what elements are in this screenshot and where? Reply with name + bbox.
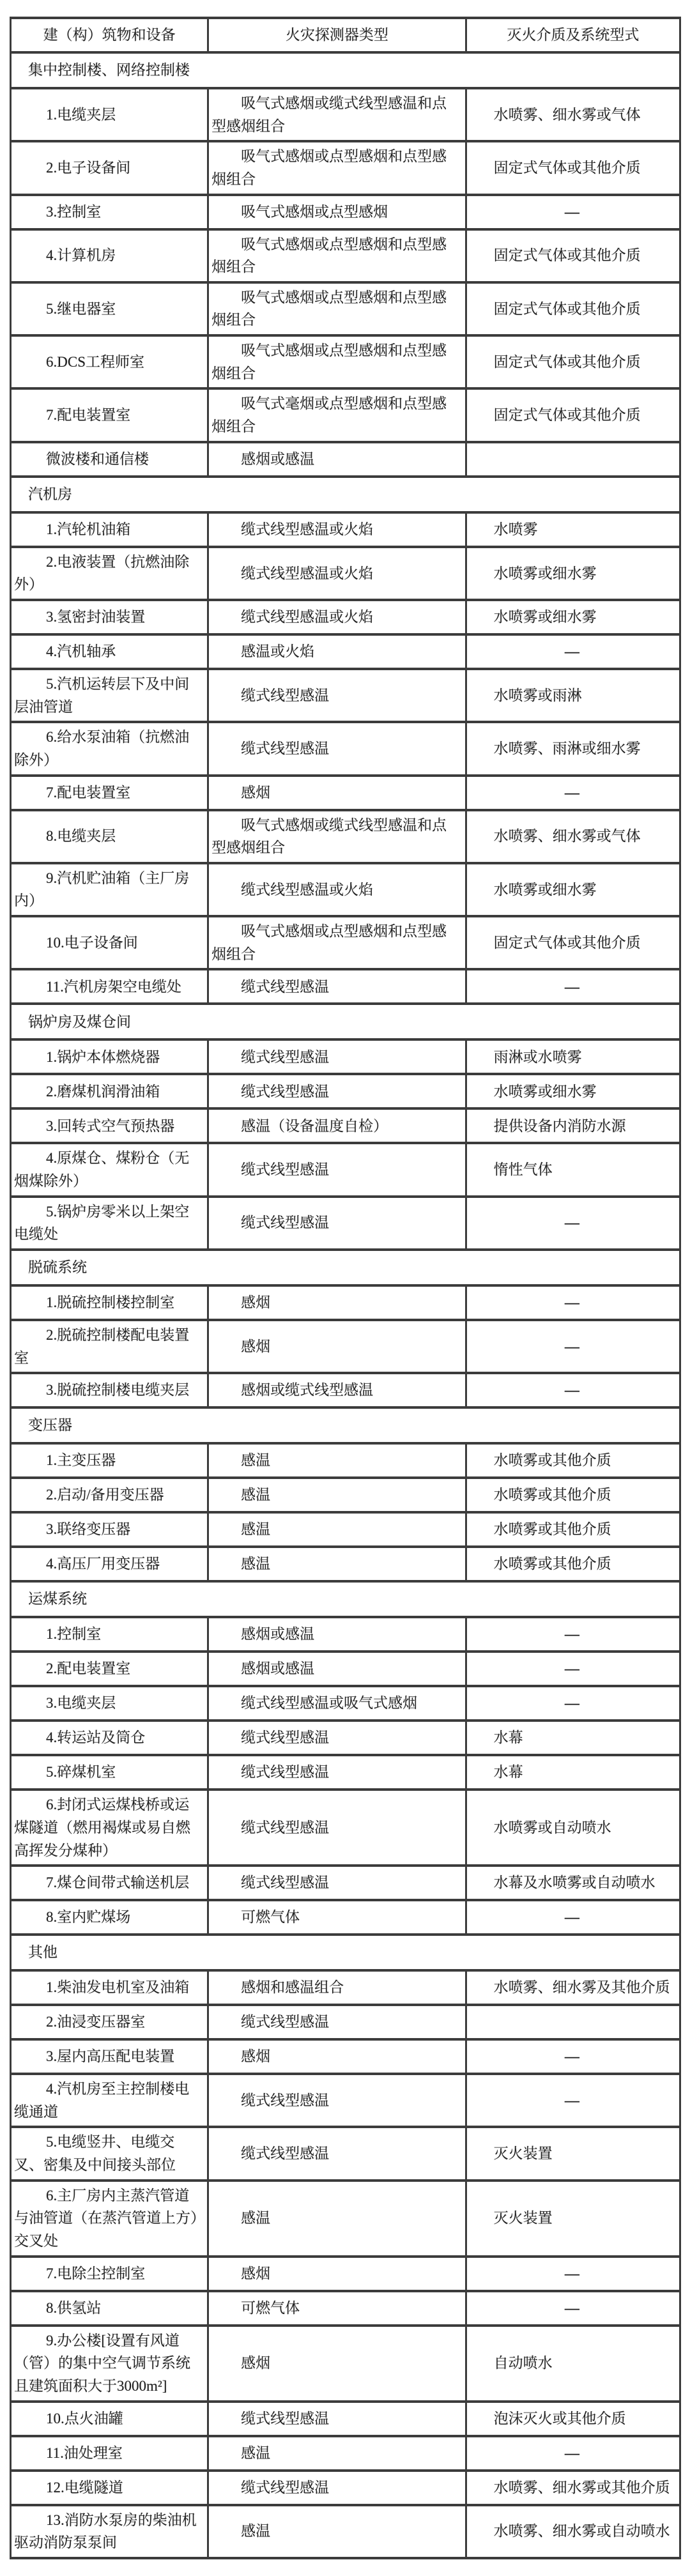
medium-cell: — — [466, 1900, 680, 1935]
detector-cell: 吸气式毫烟或点型感烟和点型感烟组合 — [208, 388, 466, 441]
detector-cell: 感烟 — [208, 2326, 466, 2402]
medium-cell: — — [466, 2039, 680, 2074]
medium-cell: 水喷雾或雨淋 — [466, 669, 680, 722]
section-row — [11, 477, 680, 512]
table-row — [11, 1617, 680, 1652]
detector-cell: 感温 — [208, 2505, 466, 2558]
table-row — [11, 195, 680, 229]
table-row — [11, 1790, 680, 1866]
detector-cell: 感烟或感温 — [208, 1617, 466, 1652]
table-row — [11, 1074, 680, 1108]
table-row — [11, 1755, 680, 1790]
medium-cell: — — [466, 776, 680, 810]
section-title: 集中控制楼、网络控制楼 — [11, 52, 680, 88]
building-cell: 12.电缆隧道 — [11, 2471, 208, 2505]
building-cell: 5.电缆竖井、电缆交叉、密集及中间接头部位 — [11, 2127, 208, 2180]
building-cell: 3.脱硫控制楼电缆夹层 — [11, 1373, 208, 1407]
table-row — [11, 88, 680, 141]
building-cell: 1.柴油发电机室及油箱 — [11, 1970, 208, 2005]
detector-cell: 吸气式感烟或点型感烟和点型感烟组合 — [208, 335, 466, 388]
column-header-building: 建（构）筑物和设备 — [11, 18, 208, 52]
table-row — [11, 2039, 680, 2074]
detector-cell: 感烟 — [208, 776, 466, 810]
table-row — [11, 2291, 680, 2326]
medium-cell: 水喷雾或其他介质 — [466, 1478, 680, 1512]
medium-cell: 水喷雾或其他介质 — [466, 1443, 680, 1478]
medium-cell — [466, 442, 680, 477]
building-cell: 6.DCS工程师室 — [11, 335, 208, 388]
table-row — [11, 388, 680, 441]
building-cell: 6.封闭式运煤栈桥或运煤隧道（燃用褐煤或易自燃高挥发分煤种） — [11, 1790, 208, 1866]
table-row — [11, 600, 680, 634]
medium-cell: 提供设备内消防水源 — [466, 1108, 680, 1143]
medium-cell: 水喷雾或细水雾 — [466, 600, 680, 634]
medium-cell: 水幕 — [466, 1721, 680, 1755]
detector-cell: 感温 — [208, 1443, 466, 1478]
table-row — [11, 2505, 680, 2558]
detector-cell: 感温或火焰 — [208, 634, 466, 669]
detector-cell: 缆式线型感温 — [208, 2074, 466, 2127]
section-title: 运煤系统 — [11, 1581, 680, 1617]
section-row — [11, 1581, 680, 1617]
section-row — [11, 1407, 680, 1443]
table-row — [11, 1547, 680, 1581]
detector-cell: 缆式线型感温 — [208, 969, 466, 1004]
table-row — [11, 282, 680, 335]
building-cell: 1.脱硫控制楼控制室 — [11, 1285, 208, 1320]
table-row — [11, 1143, 680, 1196]
building-cell: 7.煤仓间带式输送机层 — [11, 1866, 208, 1900]
building-cell: 3.氢密封油装置 — [11, 600, 208, 634]
detector-cell: 缆式线型感温 — [208, 1074, 466, 1108]
table-row — [11, 229, 680, 282]
medium-cell: 固定式气体或其他介质 — [466, 916, 680, 969]
building-cell: 11.汽机房架空电缆处 — [11, 969, 208, 1004]
medium-cell: — — [466, 195, 680, 229]
table-row — [11, 2257, 680, 2291]
detector-cell: 感烟或感温 — [208, 1652, 466, 1686]
detector-cell: 吸气式感烟或缆式线型感温和点型感烟组合 — [208, 810, 466, 863]
table-row — [11, 863, 680, 916]
building-cell: 4.计算机房 — [11, 229, 208, 282]
table-row — [11, 1900, 680, 1935]
medium-cell: 惰性气体 — [466, 1143, 680, 1196]
detector-cell: 吸气式感烟或点型感烟和点型感烟组合 — [208, 141, 466, 194]
building-cell: 4.汽机房至主控制楼电缆通道 — [11, 2074, 208, 2127]
building-cell: 5.锅炉房零米以上架空电缆处 — [11, 1197, 208, 1250]
detector-cell: 缆式线型感温或火焰 — [208, 512, 466, 547]
detector-cell: 感温 — [208, 1512, 466, 1547]
detector-cell: 可燃气体 — [208, 2291, 466, 2326]
section-title: 变压器 — [11, 1407, 680, 1443]
medium-cell: — — [466, 2291, 680, 2326]
building-cell: 2.电液装置（抗燃油除外） — [11, 547, 208, 600]
table-row — [11, 810, 680, 863]
building-cell: 8.供氢站 — [11, 2291, 208, 2326]
detector-cell: 缆式线型感温 — [208, 2402, 466, 2436]
building-cell: 3.电缆夹层 — [11, 1686, 208, 1721]
section-row — [11, 52, 680, 88]
detector-cell: 感烟 — [208, 2257, 466, 2291]
detector-cell: 缆式线型感温 — [208, 1039, 466, 1074]
detector-cell: 缆式线型感温或火焰 — [208, 547, 466, 600]
table-row — [11, 335, 680, 388]
detector-cell: 感烟或缆式线型感温 — [208, 1373, 466, 1407]
medium-cell: — — [466, 634, 680, 669]
medium-cell: 水喷雾或细水雾 — [466, 863, 680, 916]
table-row — [11, 1512, 680, 1547]
medium-cell: 雨淋或水喷雾 — [466, 1039, 680, 1074]
building-cell: 9.汽机贮油箱（主厂房内） — [11, 863, 208, 916]
detector-cell: 感烟 — [208, 1320, 466, 1373]
table-row — [11, 634, 680, 669]
detector-cell: 吸气式感烟或点型感烟和点型感烟组合 — [208, 282, 466, 335]
medium-cell: — — [466, 1652, 680, 1686]
section-row — [11, 1250, 680, 1285]
medium-cell: 固定式气体或其他介质 — [466, 388, 680, 441]
building-cell: 1.控制室 — [11, 1617, 208, 1652]
table-row — [11, 512, 680, 547]
medium-cell: — — [466, 1197, 680, 1250]
building-cell: 3.联络变压器 — [11, 1512, 208, 1547]
building-cell: 7.配电装置室 — [11, 388, 208, 441]
detector-cell: 缆式线型感温 — [208, 2005, 466, 2039]
section-row — [11, 1935, 680, 1970]
medium-cell: 水喷雾或自动喷水 — [466, 1790, 680, 1866]
building-cell: 1.主变压器 — [11, 1443, 208, 1478]
building-cell: 1.汽轮机油箱 — [11, 512, 208, 547]
detector-cell: 感烟或感温 — [208, 442, 466, 477]
medium-cell: 水幕及水喷雾或自动喷水 — [466, 1866, 680, 1900]
detector-cell: 缆式线型感温 — [208, 1755, 466, 1790]
medium-cell: 自动喷水 — [466, 2326, 680, 2402]
building-cell: 6.给水泵油箱（抗燃油除外） — [11, 722, 208, 775]
column-header-medium: 灭火介质及系统型式 — [466, 18, 680, 52]
table-row — [11, 1443, 680, 1478]
table-row — [11, 141, 680, 194]
table-body — [11, 52, 680, 2558]
detector-cell: 缆式线型感温 — [208, 1866, 466, 1900]
building-cell: 3.回转式空气预热器 — [11, 1108, 208, 1143]
table-row — [11, 547, 680, 600]
medium-cell: — — [466, 2436, 680, 2471]
detector-cell: 缆式线型感温 — [208, 1143, 466, 1196]
building-cell: 6.主厂房内主蒸汽管道与油管道（在蒸汽管道上方）交叉处 — [11, 2181, 208, 2257]
medium-cell: 水喷雾、细水雾或自动喷水 — [466, 2505, 680, 2558]
building-cell: 2.脱硫控制楼配电装置室 — [11, 1320, 208, 1373]
building-cell: 4.原煤仓、煤粉仓（无烟煤除外） — [11, 1143, 208, 1196]
table-row — [11, 776, 680, 810]
column-header-detector: 火灾探测器类型 — [208, 18, 466, 52]
building-cell: 2.油浸变压器室 — [11, 2005, 208, 2039]
building-cell: 7.电除尘控制室 — [11, 2257, 208, 2291]
table-row — [11, 1197, 680, 1250]
medium-cell: 固定式气体或其他介质 — [466, 229, 680, 282]
detector-cell: 感温（设备温度自检） — [208, 1108, 466, 1143]
medium-cell: 固定式气体或其他介质 — [466, 141, 680, 194]
detector-cell: 感温 — [208, 2181, 466, 2257]
detector-cell: 感温 — [208, 1478, 466, 1512]
table-row — [11, 669, 680, 722]
table-row — [11, 442, 680, 477]
fire-detection-extinguishing-table — [10, 17, 681, 2559]
detector-cell: 感烟和感温组合 — [208, 1970, 466, 2005]
table-row — [11, 1652, 680, 1686]
detector-cell: 感烟 — [208, 2039, 466, 2074]
table-row — [11, 1108, 680, 1143]
table-row — [11, 2127, 680, 2180]
medium-cell: — — [466, 1617, 680, 1652]
table-row — [11, 1039, 680, 1074]
detector-cell: 吸气式感烟或点型感烟 — [208, 195, 466, 229]
detector-cell: 感烟 — [208, 1285, 466, 1320]
building-cell: 微波楼和通信楼 — [11, 442, 208, 477]
building-cell: 5.碎煤机室 — [11, 1755, 208, 1790]
medium-cell: 水喷雾、细水雾及其他介质 — [466, 1970, 680, 2005]
medium-cell: 水喷雾、雨淋或细水雾 — [466, 722, 680, 775]
detector-cell: 缆式线型感温 — [208, 722, 466, 775]
detector-cell: 吸气式感烟或缆式线型感温和点型感烟组合 — [208, 88, 466, 141]
detector-cell: 吸气式感烟或点型感烟和点型感烟组合 — [208, 916, 466, 969]
medium-cell: — — [466, 1320, 680, 1373]
table-row — [11, 1721, 680, 1755]
medium-cell: 固定式气体或其他介质 — [466, 282, 680, 335]
medium-cell: — — [466, 2074, 680, 2127]
detector-cell: 缆式线型感温 — [208, 1197, 466, 1250]
medium-cell: 水喷雾或细水雾 — [466, 547, 680, 600]
detector-cell: 缆式线型感温 — [208, 669, 466, 722]
medium-cell: 水喷雾或其他介质 — [466, 1512, 680, 1547]
medium-cell: 水幕 — [466, 1755, 680, 1790]
building-cell: 8.电缆夹层 — [11, 810, 208, 863]
medium-cell: 灭火装置 — [466, 2127, 680, 2180]
medium-cell: 固定式气体或其他介质 — [466, 335, 680, 388]
building-cell: 5.继电器室 — [11, 282, 208, 335]
medium-cell: 水喷雾、细水雾或气体 — [466, 810, 680, 863]
table-row — [11, 2471, 680, 2505]
medium-cell: 水喷雾 — [466, 512, 680, 547]
building-cell: 3.控制室 — [11, 195, 208, 229]
detector-cell: 缆式线型感温或火焰 — [208, 863, 466, 916]
table-row — [11, 2181, 680, 2257]
section-row — [11, 1004, 680, 1039]
detector-cell: 感温 — [208, 1547, 466, 1581]
building-cell: 1.锅炉本体燃烧器 — [11, 1039, 208, 1074]
table-row — [11, 969, 680, 1004]
detector-cell: 吸气式感烟或点型感烟和点型感烟组合 — [208, 229, 466, 282]
detector-cell: 感温 — [208, 2436, 466, 2471]
medium-cell: 水喷雾、细水雾或其他介质 — [466, 2471, 680, 2505]
building-cell: 2.启动/备用变压器 — [11, 1478, 208, 1512]
detector-cell: 缆式线型感温 — [208, 2127, 466, 2180]
table-row — [11, 2326, 680, 2402]
section-title: 脱硫系统 — [11, 1250, 680, 1285]
building-cell: 4.高压厂用变压器 — [11, 1547, 208, 1581]
building-cell: 2.配电装置室 — [11, 1652, 208, 1686]
building-cell: 13.消防水泵房的柴油机驱动消防泵泵间 — [11, 2505, 208, 2558]
table-row — [11, 1373, 680, 1407]
table-row — [11, 1970, 680, 2005]
building-cell: 9.办公楼[设置有风道（管）的集中空气调节系统且建筑面积大于3000m²] — [11, 2326, 208, 2402]
section-title: 汽机房 — [11, 477, 680, 512]
medium-cell — [466, 2005, 680, 2039]
table-row — [11, 1320, 680, 1373]
building-cell: 11.油处理室 — [11, 2436, 208, 2471]
table-row — [11, 1285, 680, 1320]
detector-cell: 缆式线型感温 — [208, 2471, 466, 2505]
detector-cell: 缆式线型感温 — [208, 1721, 466, 1755]
table-row — [11, 916, 680, 969]
medium-cell: 水喷雾或其他介质 — [466, 1547, 680, 1581]
building-cell: 4.转运站及筒仓 — [11, 1721, 208, 1755]
table-row — [11, 2402, 680, 2436]
medium-cell: — — [466, 1373, 680, 1407]
medium-cell: 泡沫灭火或其他介质 — [466, 2402, 680, 2436]
medium-cell: — — [466, 2257, 680, 2291]
table-row — [11, 2436, 680, 2471]
detector-cell: 缆式线型感温或吸气式感烟 — [208, 1686, 466, 1721]
medium-cell: 水喷雾或细水雾 — [466, 1074, 680, 1108]
section-title: 锅炉房及煤仓间 — [11, 1004, 680, 1039]
detector-cell: 可燃气体 — [208, 1900, 466, 1935]
table-row — [11, 2074, 680, 2127]
detector-cell: 缆式线型感温 — [208, 1790, 466, 1866]
table-row — [11, 1866, 680, 1900]
building-cell: 10.点火油罐 — [11, 2402, 208, 2436]
table-row — [11, 2005, 680, 2039]
building-cell: 4.汽机轴承 — [11, 634, 208, 669]
medium-cell: — — [466, 1686, 680, 1721]
building-cell: 5.汽机运转层下及中间层油管道 — [11, 669, 208, 722]
detector-cell: 缆式线型感温或火焰 — [208, 600, 466, 634]
medium-cell: — — [466, 969, 680, 1004]
building-cell: 8.室内贮煤场 — [11, 1900, 208, 1935]
building-cell: 2.磨煤机润滑油箱 — [11, 1074, 208, 1108]
table-row — [11, 722, 680, 775]
table-row — [11, 1478, 680, 1512]
table-row — [11, 1686, 680, 1721]
building-cell: 1.电缆夹层 — [11, 88, 208, 141]
building-cell: 7.配电装置室 — [11, 776, 208, 810]
building-cell: 10.电子设备间 — [11, 916, 208, 969]
header-row — [11, 18, 680, 52]
building-cell: 2.电子设备间 — [11, 141, 208, 194]
building-cell: 3.屋内高压配电装置 — [11, 2039, 208, 2074]
medium-cell: — — [466, 1285, 680, 1320]
section-title: 其他 — [11, 1935, 680, 1970]
medium-cell: 灭火装置 — [466, 2181, 680, 2257]
medium-cell: 水喷雾、细水雾或气体 — [466, 88, 680, 141]
